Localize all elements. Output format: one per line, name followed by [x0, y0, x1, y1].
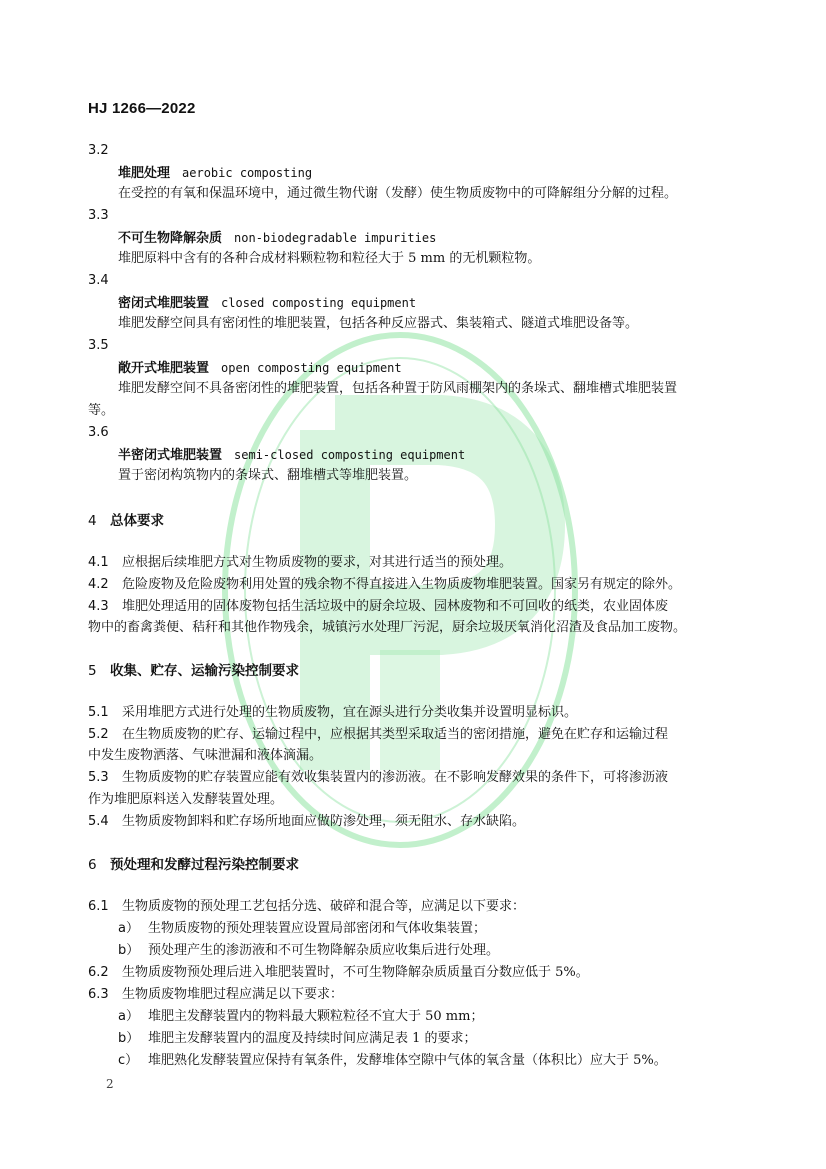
clause: [88, 576, 681, 594]
item-text: 堆肥熟化发酵装置应保持有氧条件，发酵堆体空隙中气体的氧含量（体积比）应大于 5%。: [148, 1053, 667, 1068]
clause: [88, 898, 525, 916]
clause: [88, 554, 512, 572]
clause-text: 生物质废物的贮存装置应能有效收集装置内的渗沥液。在不影响发酵效果的条件下，可将渗沥液: [122, 770, 669, 785]
clause-number: 6.2: [88, 965, 109, 980]
clause-text: 生物质废物卸料和贮存场所地面应做防渗处理，须无阻水、存水缺陷。: [122, 814, 526, 829]
section-title: 收集、贮存、运输污染控制要求: [110, 663, 299, 679]
clause: [88, 986, 343, 1004]
clause-text-cont: 中发生废物洒落、气味泄漏和液体滴漏。: [88, 748, 323, 763]
term-definition-cont: 等。: [88, 403, 115, 418]
term-en: closed composting equipment: [221, 296, 417, 310]
term-number: 3.2: [88, 143, 109, 158]
clause-number: 6.3: [88, 987, 109, 1002]
item-letter: a）: [118, 1009, 139, 1024]
term-number: 3.3: [88, 208, 109, 223]
term-cn: 密闭式堆肥装置: [118, 296, 210, 311]
list-item: [118, 1052, 667, 1070]
clause-number: 5.4: [88, 814, 109, 829]
clause-text: 在生物质废物的贮存、运输过程中，应根据其类型采取适当的密闭措施，避免在贮存和运输过程: [122, 727, 669, 742]
clause-number: 5.1: [88, 705, 109, 720]
clause-text-cont: 作为堆肥原料送入发酵装置处理。: [88, 792, 284, 807]
term-cn: 不可生物降解杂质: [118, 231, 223, 246]
term-definition: 堆肥发酵空间具有密闭性的堆肥装置，包括各种反应器式、集装箱式、隧道式堆肥设备等。: [118, 316, 639, 331]
term-title: [118, 229, 436, 248]
item-letter: b）: [118, 1031, 140, 1046]
page-number: 2: [106, 1077, 114, 1091]
item-letter: b）: [118, 943, 140, 958]
clause: [88, 813, 525, 831]
clause-number: 6.1: [88, 899, 109, 914]
section-heading: [88, 662, 299, 680]
list-item: [118, 920, 486, 938]
clause: [88, 704, 577, 722]
item-text: 预处理产生的渗沥液和不可生物降解杂质应收集后进行处理。: [148, 943, 500, 958]
clause-text: 生物质废物的预处理工艺包括分选、破碎和混合等，应满足以下要求：: [122, 899, 526, 914]
section-title: 总体要求: [110, 513, 164, 529]
clause-text: 生物质废物预处理后进入堆肥装置时，不可生物降解杂质质量百分数应低于 5%。: [122, 965, 589, 980]
term-number: 3.5: [88, 338, 109, 353]
clause-text: 应根据后续堆肥方式对生物质废物的要求，对其进行适当的预处理。: [122, 555, 513, 570]
item-letter: a）: [118, 921, 139, 936]
term-definition: 堆肥原料中含有的各种合成材料颗粒物和粒径大于 5 mm 的无机颗粒物。: [118, 251, 541, 266]
term-number: 3.6: [88, 425, 109, 440]
item-letter: c）: [118, 1053, 139, 1068]
term-number: 3.4: [88, 273, 109, 288]
term-en: non-biodegradable impurities: [234, 231, 437, 245]
clause-number: 4.3: [88, 599, 109, 614]
term-en: semi-closed composting equipment: [234, 448, 466, 462]
item-text: 生物质废物的预处理装置应设置局部密闭和气体收集装置；: [148, 921, 487, 936]
clause-text-cont: 物中的畜禽粪便、秸秆和其他作物残余，城镇污水处理厂污泥，厨余垃圾厌氧消化沼渣及食品加工废物。: [88, 620, 687, 635]
section-number: 6: [88, 857, 97, 873]
term-definition: 置于密闭构筑物内的条垛式、翻堆槽式等堆肥装置。: [118, 468, 418, 483]
clause-text: 堆肥处理适用的固体废物包括生活垃圾中的厨余垃圾、园林废物和不可回收的纸类，农业固体废: [122, 599, 669, 614]
term-definition: 堆肥发酵空间不具备密闭性的堆肥装置，包括各种置于防风雨棚架内的条垛式、翻堆槽式堆肥装置: [118, 381, 678, 396]
term-cn: 半密闭式堆肥装置: [118, 448, 223, 463]
section-number: 4: [88, 513, 97, 529]
section-number: 5: [88, 663, 97, 679]
clause: [88, 726, 668, 744]
clause: [88, 598, 668, 616]
section-heading: [88, 512, 164, 530]
section-title: 预处理和发酵过程污染控制要求: [110, 857, 299, 873]
clause: [88, 769, 668, 787]
term-title: [118, 294, 416, 313]
clause-number: 5.3: [88, 770, 109, 785]
term-cn: 敞开式堆肥装置: [118, 361, 210, 376]
document-code: HJ 1266—2022: [88, 100, 196, 117]
term-en: open composting equipment: [221, 361, 402, 375]
item-text: 堆肥主发酵装置内的物料最大颗粒粒径不宜大于 50 mm；: [148, 1009, 484, 1024]
list-item: [118, 942, 499, 960]
clause-number: 4.1: [88, 555, 109, 570]
term-en: aerobic composting: [182, 166, 313, 180]
term-cn: 堆肥处理: [118, 166, 171, 181]
list-item: [118, 1008, 483, 1026]
term-title: [118, 164, 312, 183]
term-definition: 在受控的有氧和保温环境中，通过微生物代谢（发酵）使生物质废物中的可降解组分分解的过程。: [118, 186, 678, 201]
term-title: [118, 359, 402, 378]
clause-number: 5.2: [88, 727, 109, 742]
clause: [88, 964, 589, 982]
clause-number: 4.2: [88, 577, 109, 592]
clause-text: 采用堆肥方式进行处理的生物质废物，宜在源头进行分类收集并设置明显标识。: [122, 705, 578, 720]
list-item: [118, 1030, 477, 1048]
clause-text: 生物质废物堆肥过程应满足以下要求：: [122, 987, 344, 1002]
clause-text: 危险废物及危险废物利用处置的残余物不得直接进入生物质废物堆肥装置。国家另有规定的除外。: [122, 577, 682, 592]
term-title: [118, 446, 465, 465]
section-heading: [88, 856, 299, 874]
item-text: 堆肥主发酵装置内的温度及持续时间应满足表 1 的要求；: [148, 1031, 477, 1046]
